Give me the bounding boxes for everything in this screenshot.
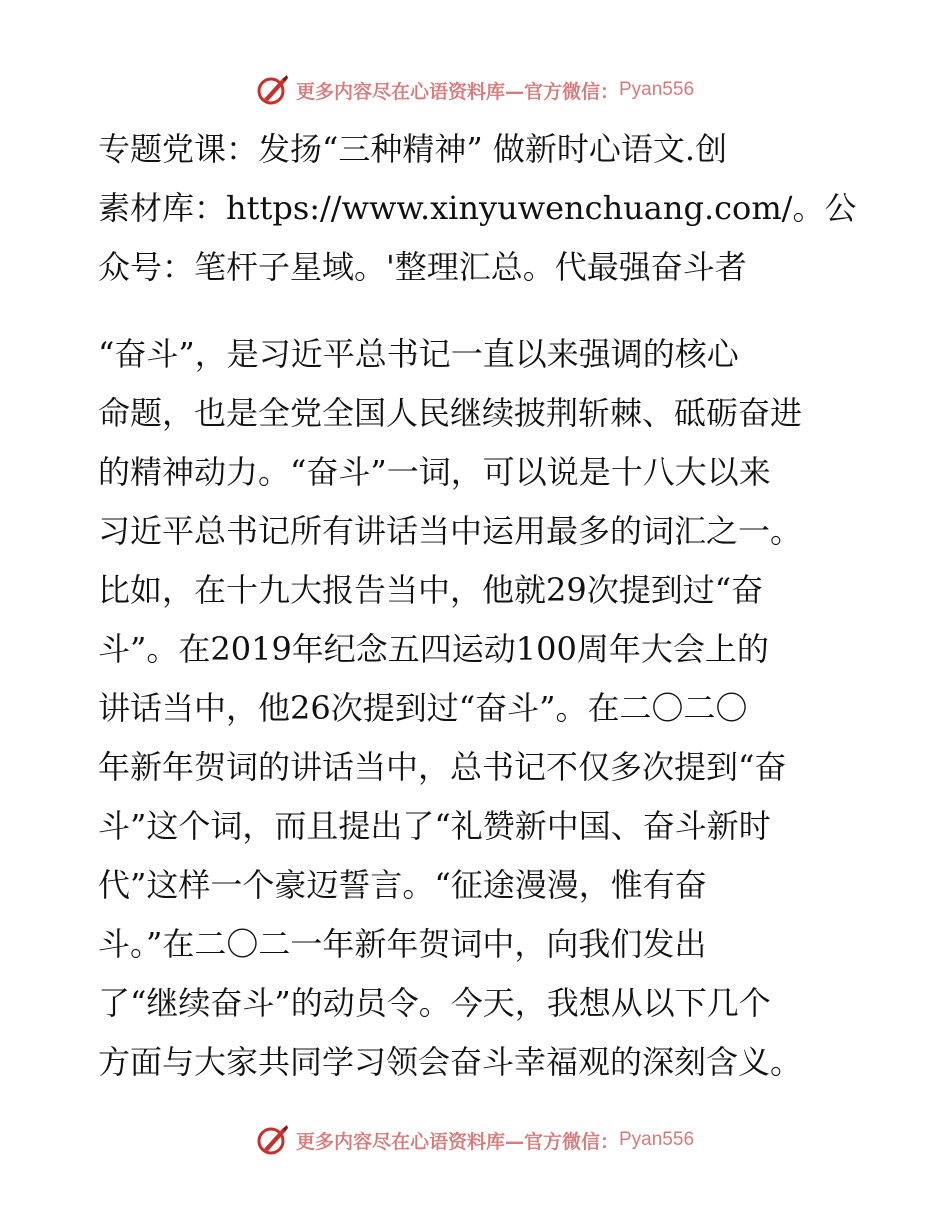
- quill-circle-logo-icon: [256, 1123, 290, 1157]
- banner-wechat-id: Pyan556: [619, 79, 695, 100]
- footer-banner: [0, 1120, 950, 1160]
- quill-circle-logo-icon: [256, 73, 290, 107]
- body-line: 方面与大家共同学习领会奋斗幸福观的深刻含义。: [98, 1043, 803, 1081]
- paragraph-gap: [98, 297, 858, 325]
- body-line: 代”这样一个豪迈誓言。“征途漫漫，惟有奋: [98, 866, 707, 904]
- banner-text: 更多内容尽在心语资料库—官方微信：: [295, 80, 619, 103]
- title-line-3: 众号：笔杆子星域。'整理汇总。代最强奋斗者: [98, 248, 747, 286]
- banner-text: 更多内容尽在心语资料库—官方微信：: [295, 1130, 619, 1153]
- title-line-2: 素材库：https://www.xinyuwenchuang.com/。公: [98, 189, 857, 227]
- body-line: 年新年贺词的讲话当中，总书记不仅多次提到“奋: [98, 748, 787, 786]
- header-banner: [0, 70, 950, 110]
- body-line: 命题，也是全党全国人民继续披荆斩棘、砥砺奋进: [98, 394, 803, 432]
- body-line: 了“继续奋斗”的动员令。今天，我想从以下几个: [98, 984, 771, 1022]
- title-line-1: 专题党课：发扬“三种精神” 做新时心语文.创: [98, 130, 728, 168]
- body-line: 斗。”在二〇二一年新年贺词中，向我们发出: [98, 925, 707, 963]
- body-line: 斗”这个词，而且提出了“礼赞新中国、奋斗新时: [98, 807, 771, 845]
- body-line: “奋斗”，是习近平总书记一直以来强调的核心: [98, 335, 739, 373]
- body-line: 习近平总书记所有讲话当中运用最多的词汇之一。: [98, 512, 803, 550]
- body-line: 比如，在十九大报告当中，他就29次提到过“奋: [98, 571, 764, 609]
- document-body: [98, 120, 858, 1092]
- body-line: 讲话当中，他26次提到过“奋斗”。在二〇二〇: [98, 689, 748, 727]
- body-line: 斗”。在2019年纪念五四运动100周年大会上的: [98, 630, 769, 668]
- body-line: 的精神动力。“奋斗”一词，可以说是十八大以来: [98, 453, 771, 491]
- banner-wechat-id: Pyan556: [619, 1129, 695, 1150]
